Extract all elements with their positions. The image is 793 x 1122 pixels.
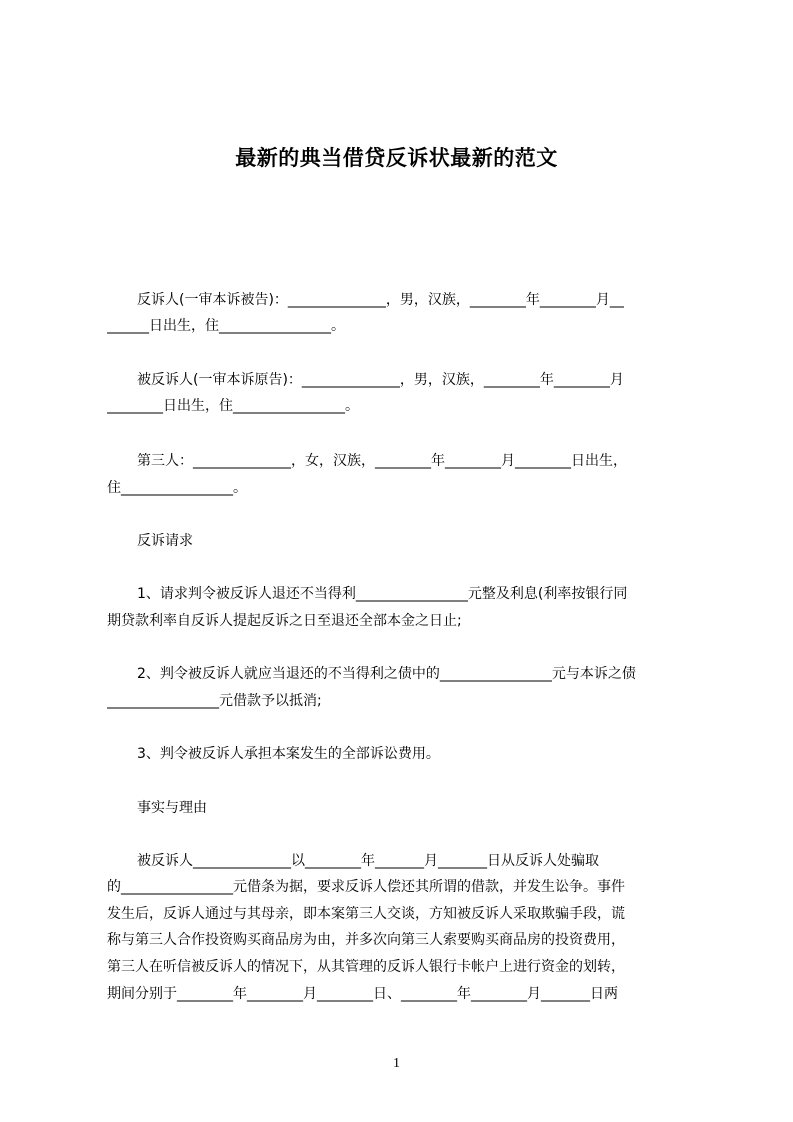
claims-heading: 反诉请求 [137,533,193,549]
claim-1-line-1: 1、请求判令被反诉人退还不当得利________________元整及利息(利率按银行同 [137,586,628,602]
counterclaimant-line-1: 反诉人(一审本诉被告)：______________，男，汉族，________年________月__ [137,292,624,308]
page-number: 1 [393,1056,400,1071]
document-title: 最新的典当借贷反诉状最新的范文 [235,146,558,170]
claim-3-line: 3、判令被反诉人承担本案发生的全部诉讼费用。 [137,746,440,762]
facts-line-3: 发生后，反诉人通过与其母亲，即本案第三人交谈，方知被反诉人采取欺骗手段，谎 [107,906,625,922]
facts-line-1: 被反诉人______________以________年_______月_______日从反诉人处骗取 [137,853,599,869]
claim-2-line-1: 2、判令被反诉人就应当退还的不当得利之债中的________________元与本诉之债 [137,666,636,682]
respondent-line-1: 被反诉人(一审本诉原告)：______________，男，汉族，________年________月 [137,372,624,388]
third-party-line-1: 第三人：______________，女，汉族，________年________月________日出生， [137,453,627,469]
facts-heading: 事实与理由 [137,800,207,816]
facts-line-2: 的________________元借条为据，要求反诉人偿还其所谓的借款，并发生讼争。事件 [107,879,625,895]
respondent-line-2: ________日出生，住________________。 [107,398,359,414]
facts-line-4: 称与第三人合作投资购买商品房为由，并多次向第三人索要购买商品房的投资费用， [107,932,625,948]
claim-1-line-2: 期贷款利率自反诉人提起反诉之日至退还全部本金之日止; [107,613,462,629]
counterclaimant-line-2: ______日出生，住________________。 [107,318,345,334]
third-party-line-2: 住________________。 [107,480,247,496]
facts-line-5: 第三人在听信被反诉人的情况下，从其管理的反诉人银行卡帐户上进行资金的划转， [107,959,625,975]
claim-2-line-2: ________________元借款予以抵消; [107,693,322,709]
facts-line-6: 期间分别于________年________月________日、________年________月_______日两 [107,986,618,1002]
